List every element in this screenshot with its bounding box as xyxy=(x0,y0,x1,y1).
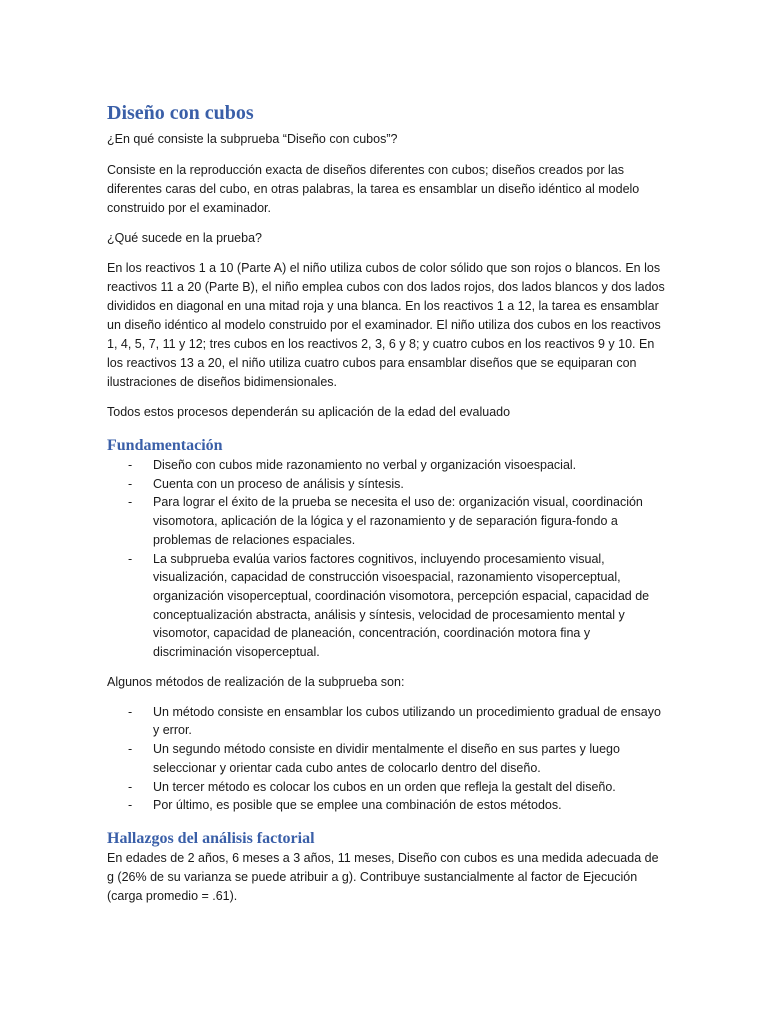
bullet-dash: - xyxy=(128,798,133,813)
list-item xyxy=(107,475,667,494)
document-page xyxy=(107,100,667,917)
question-what-happens: ¿Qué sucede en la prueba? xyxy=(107,231,262,245)
list-item xyxy=(107,796,667,815)
age-note-paragraph: Todos estos procesos dependerán su aplicación de la edad del evaluado xyxy=(107,405,511,419)
list-item xyxy=(107,778,667,797)
list-item xyxy=(107,703,667,740)
bullet-dash: - xyxy=(128,476,133,491)
bullet-dash: - xyxy=(128,551,133,566)
methods-list xyxy=(107,703,667,815)
list-item-text: Para lograr el éxito de la prueba se necesita el uso de: organización visual, coordinación visomotora, aplicación de la lógica y el razonamiento y de separación figura-fondo a problemas de relaciones espaciales. xyxy=(153,495,643,547)
section-heading-fundamentacion: Fundamentación xyxy=(107,437,223,454)
fundamentacion-list xyxy=(107,456,667,662)
bullet-dash: - xyxy=(128,704,133,719)
definition-paragraph: Consiste en la reproducción exacta de diseños diferentes con cubos; diseños creados por las diferentes caras del cubo, en otras palabras, la tarea es ensamblar un diseño idéntico al modelo construido por el examinador. xyxy=(107,163,640,215)
list-item-text: Cuenta con un proceso de análisis y síntesis. xyxy=(153,476,404,491)
list-item-text: Un tercer método es colocar los cubos en un orden que refleja la gestalt del diseño. xyxy=(153,779,616,794)
list-item-text: La subprueba evalúa varios factores cognitivos, incluyendo procesamiento visual, visualización, capacidad de construcción visoespacial, razonamiento visoperceptual, organización visoperceptual, coordinación visomotora, percepción espacial, capacidad de conceptualización abstracta, análisis y síntesis, velocidad de procesamiento mental y visomotor, capacidad de planeación, concentración, coordinación motora fina y discriminación visoperceptual. xyxy=(153,551,650,660)
list-item-text: Diseño con cubos mide razonamiento no verbal y organización visoespacial. xyxy=(153,458,577,472)
list-item xyxy=(107,493,667,549)
bullet-dash: - xyxy=(128,495,133,510)
question-what-is: ¿En qué consiste la subprueba “Diseño con cubos”? xyxy=(107,132,398,146)
list-item xyxy=(107,740,667,777)
section-heading-hallazgos: Hallazgos del análisis factorial xyxy=(107,829,315,847)
list-item-text: Por último, es posible que se emplee una combinación de estos métodos. xyxy=(153,798,562,813)
list-item xyxy=(107,550,667,662)
bullet-dash: - xyxy=(128,742,133,757)
list-item xyxy=(107,456,667,475)
list-item-text: Un segundo método consiste en dividir mentalmente el diseño en sus partes y luego seleccionar y orientar cada cubo antes de colocarlo dentro del diseño. xyxy=(153,742,620,775)
list-item-text: Un método consiste en ensamblar los cubos utilizando un procedimiento gradual de ensayo y error. xyxy=(153,704,661,738)
bullet-dash: - xyxy=(128,458,133,472)
bullet-dash: - xyxy=(128,779,133,794)
factor-analysis-paragraph: En edades de 2 años, 6 meses a 3 años, 11 meses, Diseño con cubos es una medida adecuada de g (26% de su varianza se puede atribuir a g). Contribuye sustancialmente al factor de Ejecución (carga promedio = .61). xyxy=(107,850,659,903)
methods-intro: Algunos métodos de realización de la subprueba son: xyxy=(107,674,405,689)
procedure-paragraph: En los reactivos 1 a 10 (Parte A) el niño utiliza cubos de color sólido que son rojos o blancos. En los reactivos 11 a 20 (Parte B), el niño emplea cubos con dos lados rojos, dos lados blancos y dos lados divididos en diagonal en una mitad roja y una blanca. En los reactivos 1 a 12, la tarea es ensamblar un diseño idéntico al modelo construido por el examinador. El niño utiliza dos cubos en los reactivos 1, 4, 5, 7, 11 y 12; tres cubos en los reactivos 2, 3, 6 y 8; y cuatro cubos en los reactivos 9 y 10. En los reactivos 13 a 20, el niño utiliza cuatro cubos para ensamblar diseños que se equiparan con ilustraciones de diseños bidimensionales. xyxy=(107,261,665,389)
document-title: Diseño con cubos xyxy=(107,102,254,124)
